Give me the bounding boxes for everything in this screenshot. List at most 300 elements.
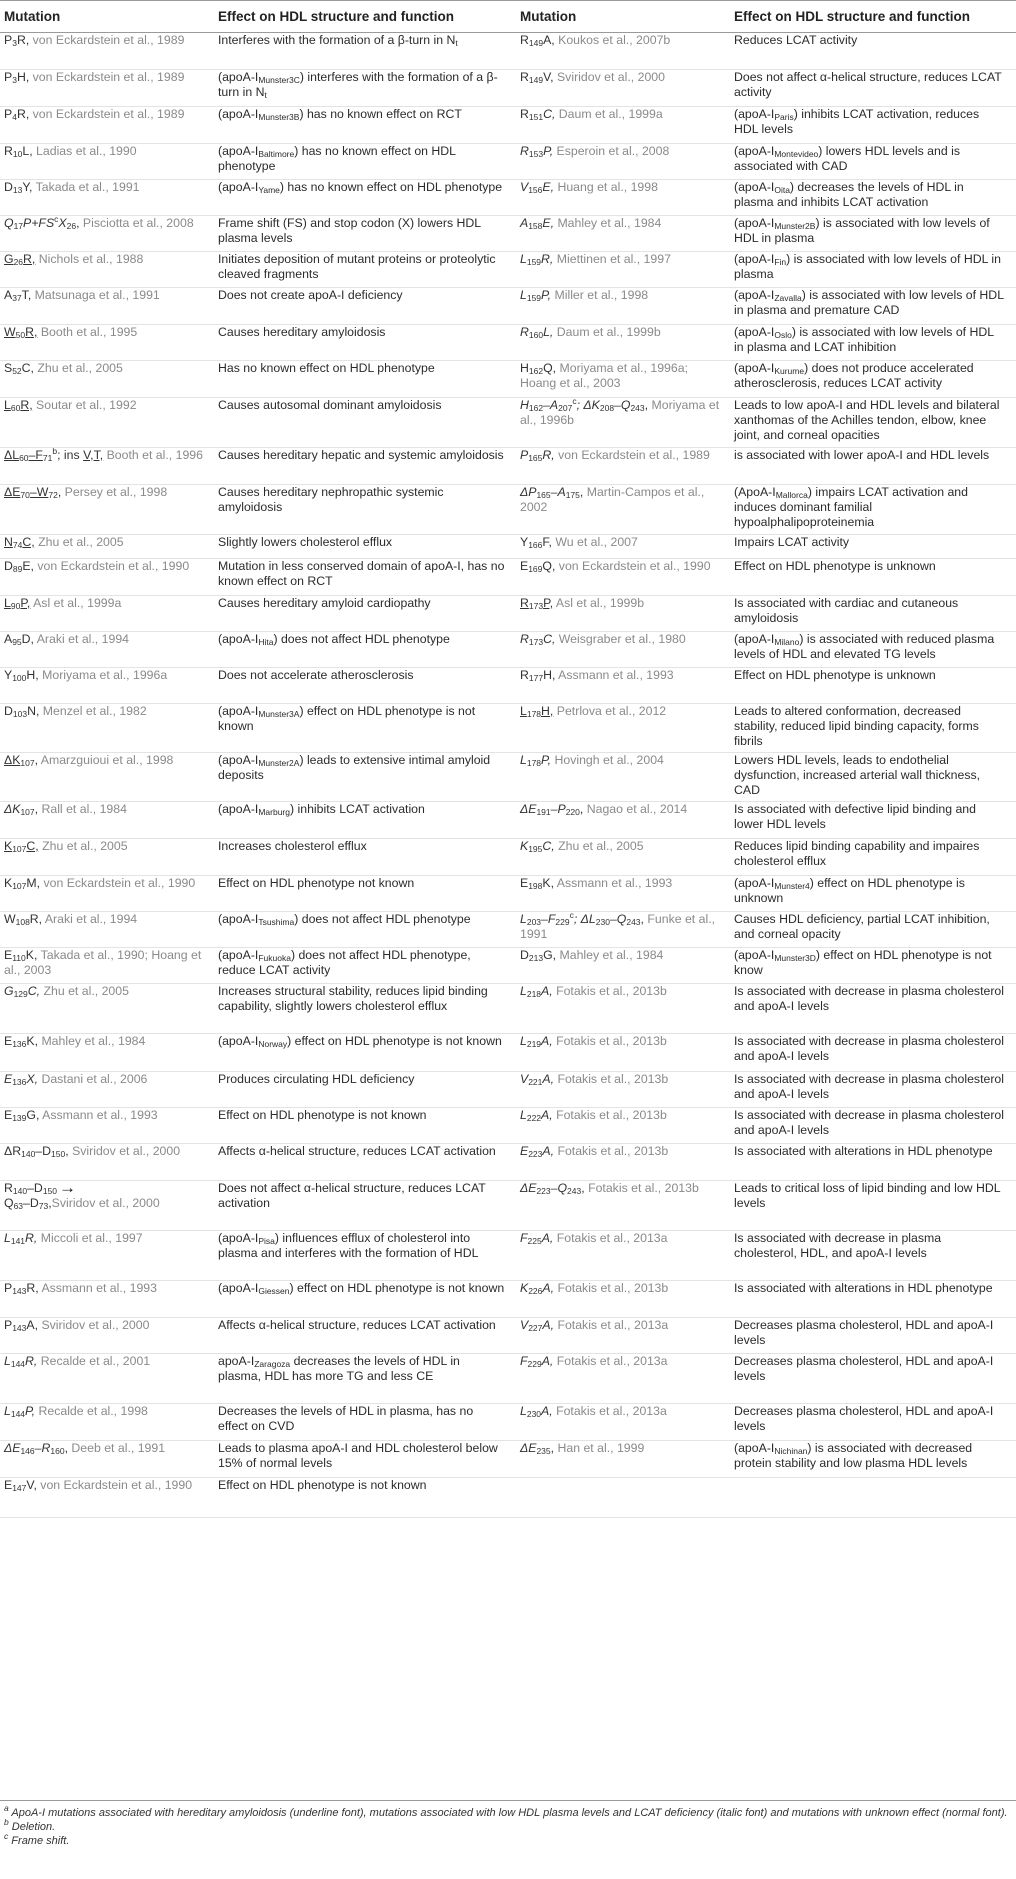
mutation-text: G, [543,948,560,962]
table-row [0,1144,1016,1181]
effect-text: ) is associated with low levels of HDL in plasma and LCAT inhibition [734,325,994,354]
mutation-subscript: 195 [528,844,543,854]
mutation-subscript: 4 [12,112,17,122]
mutation-text: K [520,839,529,853]
effect-text: ) does not affect HDL phenotype [294,912,471,926]
citation-link[interactable]: Esperoin et al., 2008 [556,144,670,158]
citation-link[interactable]: Fotakis et al., 2013b [557,1072,669,1086]
mutation-label [520,361,559,375]
effect-cell [214,448,516,485]
table-row [0,1354,1016,1404]
mutation-label [4,632,37,646]
mutation-subscript: 225 [527,1236,542,1246]
mutation-subscript: 208 [599,403,615,413]
mutation-cell [0,668,214,704]
effect-cell [214,876,516,912]
mutation-text: F [520,1354,528,1368]
mutation-label [4,1034,41,1048]
mutation-subscript: 107 [12,881,27,891]
mutation-cell [0,448,214,485]
mutation-subscript: 158 [528,221,543,231]
table-row [0,325,1016,361]
effect-cell [214,948,516,984]
citation-link[interactable]: Koukos et al., 2007b [558,33,671,47]
mutation-label [520,485,587,499]
mutation-text: ; ins [57,448,84,462]
effect-cell [730,33,1016,70]
citation-link[interactable]: Martin-Campos et al., 2002 [520,485,705,514]
mutation-label [520,1404,556,1418]
citation-link[interactable]: Assmann et al., 1993 [558,668,674,682]
citation-link[interactable]: Mahley et al., 1984 [559,948,664,962]
citation-link[interactable]: Deeb et al., 1991 [71,1441,166,1455]
mutation-label [520,802,587,816]
mutation-text: E, [22,559,38,573]
footnote [4,1817,1012,1834]
mutation-subscript: 153 [528,149,544,159]
effect-text: apoA-I [218,1354,255,1368]
mutation-text: R, [20,398,33,412]
effect-text: (ApoA-I [734,485,776,499]
mutation-text: E [4,948,13,962]
mutation-text: L [520,753,527,767]
mutation-text: E, [542,180,558,194]
mutation-text: C, [543,107,559,121]
table-body [0,33,1016,1518]
citation-link[interactable]: Dastani et al., 2006 [41,1072,148,1086]
citation-link[interactable]: Araki et al., 1994 [44,912,138,926]
mutation-subscript: 149 [528,38,544,48]
citation-link[interactable]: Nagao et al., 2014 [586,802,688,816]
effect-text: ) lowers HDL levels and is associated with CAD [734,144,960,173]
effect-cell [214,325,516,361]
citation-link[interactable]: Zhu et al., 2005 [37,361,123,375]
citation-link[interactable]: Fotakis et al., 2013a [556,1231,668,1245]
table-row [0,448,1016,485]
citation-link[interactable]: von Eckardstein et al., 1989 [32,33,185,47]
mutation-text: X, [26,1072,42,1086]
mutation-label [520,180,557,194]
citation-link[interactable]: Zhu et al., 2005 [43,984,129,998]
effect-cell [730,912,1016,948]
mutation-subscript: 218 [526,989,542,999]
effect-subscript: Oita [774,185,790,195]
mutation-text: L [520,288,527,302]
mutation-label [4,252,39,266]
citation-link[interactable]: Booth et al., 1996 [106,448,203,462]
effect-cell [214,107,516,144]
mutation-text: W [4,325,16,339]
mutation-subscript: 103 [12,709,28,719]
mutation-text: Y [4,668,13,682]
mutation-text: R, [23,252,36,266]
mutation-text: –R [34,1441,51,1455]
mutation-text: L [520,1108,527,1122]
mutation-label [520,1034,556,1048]
effect-cell [730,216,1016,252]
mutation-subscript: 13 [12,185,23,195]
table-row [0,668,1016,704]
mutation-text: R [520,325,529,339]
citation-link[interactable]: Amarzguioui et al., 1998 [40,753,174,767]
mutation-label [520,288,554,302]
mutation-text: R [520,33,529,47]
citation-link[interactable]: Zhu et al., 2005 [558,839,644,853]
mutation-cell [0,288,214,325]
mutation-cell [516,1108,730,1144]
mutation-text: A, [542,1072,558,1086]
citation-link[interactable]: Zhu et al., 2005 [42,839,128,853]
mutation-text: E, [542,216,558,230]
effect-text: Increases structural stability, reduces lipid binding capability, slightly lowers cholesterol efflux [218,984,488,1013]
citation-link[interactable]: Huang et al., 1998 [557,180,658,194]
mutation-text: H, [26,668,43,682]
effect-cell [214,180,516,216]
mutation-label [520,33,558,47]
citation-link[interactable]: Takada et al., 1990; Hoang et al., 2003 [4,948,202,977]
citation-link[interactable]: Zhu et al., 2005 [38,535,124,549]
mutation-label [4,144,36,158]
effect-subscript: Mallorca [775,490,808,500]
mutation-subscript: 223 [528,1149,543,1159]
mutation-text: H [520,361,529,375]
effect-cell [214,802,516,839]
effect-cell [730,70,1016,107]
mutation-cell [0,535,214,559]
effect-text: ) is associated with low levels of HDL in plasma [734,216,990,245]
citation-link[interactable]: Han et al., 1999 [557,1441,645,1455]
mutation-cell [0,252,214,288]
mutation-cell [0,984,214,1034]
effect-text: ) effect on HDL phenotype is not known [287,1034,502,1048]
effect-text: ) effect on HDL phenotype is not known [218,704,476,733]
effect-text: Causes hereditary nephropathic systemic amyloidosis [218,485,444,514]
table-row [0,753,1016,802]
mutation-label [4,325,41,339]
mutation-subscript: 150 [42,1186,57,1196]
mutation-cell [0,948,214,984]
mutation-cell [0,1354,214,1404]
citation-link[interactable]: Assmann et al., 1993 [42,1108,158,1122]
citation-link[interactable]: Takada et al., 1991 [35,180,140,194]
citation-link[interactable]: Nichols et al., 1988 [38,252,144,266]
table-row [0,1181,1016,1231]
mutation-subscript: 140 [21,1149,36,1159]
citation-link[interactable]: Petrlova et al., 2012 [556,704,667,718]
mutation-text: E [4,1478,13,1492]
citation-link[interactable]: Recalde et al., 2001 [40,1354,151,1368]
mutation-text: X [58,216,67,230]
mutation-subscript: 230 [595,917,610,927]
effect-cell [214,1478,516,1518]
citation-link[interactable]: Sviridov et al., 2000 [72,1144,181,1158]
citation-link[interactable]: Fotakis et al., 2013a [556,1354,668,1368]
citation-link[interactable]: Moriyama et al., 1996a [42,668,168,682]
mutation-text: , [579,802,587,816]
citation-link[interactable]: Fotakis et al., 2013a [557,1318,669,1332]
citation-link[interactable]: Fotakis et al., 2013b [557,1144,669,1158]
effect-text: (apoA-I [218,144,259,158]
mutation-label [4,596,33,610]
mutation-subscript: 63 [13,1201,24,1211]
mutation-cell [516,912,730,948]
mutation-text: A, [541,984,557,998]
effect-subscript: Fukuoka [258,953,291,963]
mutation-subscript: 144 [10,1359,26,1369]
mutation-subscript: 95 [12,637,22,647]
mutation-subscript: 221 [528,1077,543,1087]
citation-link[interactable]: Mahley et al., 1984 [557,216,662,230]
citation-link[interactable]: von Eckardstein et al., 1989 [32,70,185,84]
effect-cell [214,559,516,596]
mutation-superscript: b [52,446,58,456]
mutation-label [520,252,557,266]
citation-link[interactable]: Miller et al., 1998 [554,288,649,302]
effect-text: Is associated with alterations in HDL phenotype [734,1144,993,1158]
citation-link[interactable]: Wu et al., 2007 [555,535,638,549]
citation-link[interactable]: von Eckardstein et al., 1990 [43,876,196,890]
mutation-text: –F [541,912,556,926]
mutation-cell [0,1281,214,1318]
mutation-cell [516,802,730,839]
effect-subscript: Giessen [258,1286,290,1296]
mutation-subscript: 136 [12,1039,27,1049]
mutation-text: ; ΔK [576,398,600,412]
mutation-text: S [4,361,13,375]
citation-link[interactable]: Araki et al., 1994 [36,632,129,646]
mutation-cell [516,1281,730,1318]
mutation-text: P [520,448,529,462]
mutation-text: R, [541,252,557,266]
citation-link[interactable]: Asl et al., 1999a [33,596,122,610]
citation-link[interactable]: Funke et al., 1991 [520,912,716,941]
citation-link[interactable]: Soutar et al., 1992 [36,398,137,412]
mutation-text: A, [542,1281,558,1295]
citation-link[interactable]: Daum et al., 1999a [558,107,663,121]
effect-text: Reduces lipid binding capability and impaires cholesterol efflux [734,839,980,868]
table-row [0,70,1016,107]
mutation-text: L [520,1404,527,1418]
citation-link[interactable]: Sviridov et al., 2000 [41,1318,150,1332]
mutation-label [4,876,43,890]
citation-link[interactable]: von Eckardstein et al., 1989 [558,448,710,462]
mutation-text: R, [25,325,38,339]
effect-cell [730,1281,1016,1318]
citation-link[interactable]: von Eckardstein et al., 1990 [37,559,190,573]
citation-link[interactable]: Persey et al., 1998 [64,485,168,499]
citation-link[interactable]: Rall et al., 1984 [41,802,127,816]
citation-link[interactable]: Miccoli et al., 1997 [40,1231,143,1245]
mutation-text: L, [22,144,37,158]
citation-link[interactable]: Assmann et al., 1993 [41,1281,157,1295]
mutation-text: A, [26,1318,42,1332]
mutation-cell [0,485,214,535]
mutation-subscript: 90 [10,601,21,611]
citation-link[interactable]: Booth et al., 1995 [40,325,138,339]
effect-text: (apoA-I [218,753,259,767]
effect-cell [214,216,516,252]
effect-text: Decreases the levels of HDL in plasma, has no effect on CVD [218,1404,474,1433]
table-row [0,632,1016,668]
effect-subscript: Fin [774,257,787,267]
effect-cell [730,361,1016,398]
mutation-subscript: 50 [15,330,26,340]
mutation-cell [516,1354,730,1404]
citation-link[interactable]: Assmann et al., 1993 [556,876,673,890]
mutation-cell [516,288,730,325]
mutation-text: D [4,559,13,573]
citation-link[interactable]: Sviridov et al., 2000 [556,70,665,84]
effect-subscript: Munster3D [774,953,816,963]
effect-cell [730,876,1016,912]
mutation-text: ΔR [4,1144,22,1158]
mutation-subscript: 100 [12,673,27,683]
mutation-text: C, [22,535,35,549]
mutation-text: ΔE [4,1441,21,1455]
citation-link[interactable]: Fotakis et al., 2013b [588,1181,699,1195]
footnote-text: ApoA-I mutations associated with hereditary amyloidosis (underline font), mutations associated with low HDL plasma levels and LCAT deficiency (italic font) and mutations with unknown effect (normal font). [8,1807,1008,1819]
mutation-label [520,704,557,718]
mutation-subscript: 147 [12,1483,27,1493]
effect-text: ) inhibits LCAT activation [289,802,425,816]
citation-link[interactable]: Fotakis et al., 2013b [556,1034,667,1048]
citation-link[interactable]: Hovingh et al., 2004 [554,753,664,767]
citation-link[interactable]: Miettinen et al., 1997 [556,252,671,266]
citation-link[interactable]: Fotakis et al., 2013a [556,1404,667,1418]
mutation-label [4,1441,71,1455]
effect-text: Causes hereditary amyloidosis [218,325,386,339]
mutation-text: –F [28,448,43,462]
header-effect-left: Effect on HDL structure and function [214,1,516,33]
mutation-subscript: 226 [528,1286,543,1296]
mutation-text: R [4,144,13,158]
effect-text: Increases cholesterol efflux [218,839,367,853]
table-row [0,1231,1016,1281]
mutation-subscript: 139 [12,1113,27,1123]
mutation-text: H, [16,70,33,84]
mutation-text: L [520,912,527,926]
table-row [0,1318,1016,1354]
citation-link[interactable]: Pisciotta et al., 2008 [82,216,194,230]
mutation-subscript: 160 [50,1446,65,1456]
mutation-text: Y [520,535,529,549]
mutation-label [4,1231,41,1245]
citation-link[interactable]: Sviridov et al., 2000 [51,1196,160,1210]
citation-link[interactable]: Recalde et al., 1998 [38,1404,148,1418]
citation-link[interactable]: Moriyama et al., 1996b [520,398,720,427]
table-row [0,288,1016,325]
mutation-cell [516,1144,730,1181]
citation-link[interactable]: Moriyama et al., 1996a; Hoang et al., 2003 [520,361,688,390]
mutation-text: L [4,1404,11,1418]
effect-text: ) is associated with reduced plasma levels of HDL and elevated TG levels [734,632,995,661]
mutation-cell [0,753,214,802]
citation-link[interactable]: Daum et al., 1999b [556,325,661,339]
mutation-label [4,361,37,375]
citation-link[interactable]: von Eckardstein et al., 1989 [32,107,185,121]
mutation-text: P, [20,596,31,610]
mutation-text: N [4,535,13,549]
mutation-label [4,839,42,853]
mutation-text: A, [541,1354,557,1368]
mutation-cell [0,1404,214,1441]
mutation-label [520,753,554,767]
table-row [0,1404,1016,1441]
effect-cell [214,398,516,448]
mutation-text: –W [29,485,49,499]
effect-text: Impairs LCAT activity [734,535,850,549]
citation-link[interactable]: Mahley et al., 1984 [41,1034,146,1048]
mutation-text: A, [541,1404,557,1418]
citation-link[interactable]: Asl et al., 1999b [555,596,645,610]
effect-text: Is associated with alterations in HDL phenotype [734,1281,993,1295]
effect-cell [730,948,1016,984]
effect-subscript: Hita [258,637,274,647]
mutation-cell [516,1318,730,1354]
effect-text: ) effect on HDL phenotype is not known [289,1281,505,1295]
citation-link[interactable]: von Eckardstein et al., 1990 [40,1478,193,1492]
mutation-subscript: 229 [555,917,570,927]
citation-link[interactable]: Weisgraber et al., 1980 [558,632,686,646]
mutation-subscript: 146 [20,1446,35,1456]
mutation-cell [516,948,730,984]
effect-text: (apoA-I [734,632,775,646]
mutation-subscript: 213 [528,953,544,963]
mutation-cell [0,70,214,107]
mutation-subscript: 175 [565,490,580,500]
citation-link[interactable]: Fotakis et al., 2013b [556,984,667,998]
mutation-text: Q, [543,361,560,375]
effect-subscript: Tsushima [258,917,295,927]
citation-link[interactable]: Fotakis et al., 2013b [556,1108,667,1122]
mutation-subscript: 60 [19,453,29,463]
mutation-text: L [520,704,527,718]
citation-link[interactable]: Fotakis et al., 2013b [557,1281,669,1295]
effect-text: Is associated with decrease in plasma cholesterol and apoA-I levels [734,984,1004,1013]
mutation-text: R, [542,448,559,462]
effect-text: Effect on HDL phenotype is not known [218,1108,427,1122]
effect-text: Does not create apoA-I deficiency [218,288,403,302]
mutation-cell [516,704,730,753]
effect-text: Is associated with decrease in plasma cholesterol and apoA-I levels [734,1108,1004,1137]
effect-cell [730,704,1016,753]
mutation-cell [516,361,730,398]
footnote-text: Frame shift. [8,1835,70,1847]
mutation-text: R [520,107,529,121]
mutation-cell [516,1441,730,1478]
effect-text: (apoA-I [734,216,775,230]
mutation-subscript: 162 [528,403,544,413]
effect-text: (apoA-I [734,948,775,962]
citation-link[interactable]: Matsunaga et al., 1991 [34,288,160,302]
effect-cell [730,1108,1016,1144]
citation-link[interactable]: von Eckardstein et al., 1990 [558,559,711,573]
effect-text: ) is associated with low levels of HDL in plasma [734,252,1001,281]
effect-cell [214,1318,516,1354]
effect-cell [214,839,516,876]
mutation-subscript: 144 [10,1409,26,1419]
citation-link[interactable]: Ladias et al., 1990 [36,144,137,158]
table-row [0,252,1016,288]
citation-link[interactable]: Menzel et al., 1982 [42,704,147,718]
mutation-label [4,180,36,194]
effect-text: Is associated with decrease in plasma cholesterol and apoA-I levels [734,1034,1004,1063]
effect-subscript: Oslo [774,330,792,340]
effect-cell [214,1181,516,1231]
effect-text: ) does not affect HDL phenotype [273,632,450,646]
mutation-text: , [34,753,41,767]
table-row [0,1072,1016,1108]
